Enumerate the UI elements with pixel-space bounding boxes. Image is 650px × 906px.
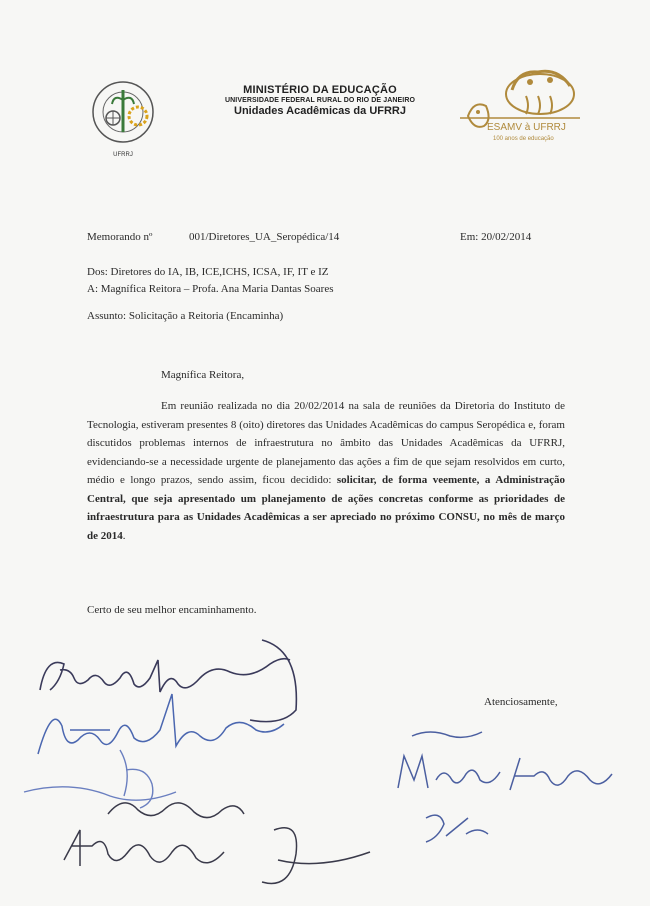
university-name: UNIVERSIDADE FEDERAL RURAL DO RIO DE JANEIRO (224, 97, 416, 104)
signature-3 (24, 750, 176, 808)
esamv-sublabel: 100 anos de educação (493, 136, 554, 142)
memo-to: A: Magnífica Reitora – Profa. Ana Maria Dantas Soares (87, 283, 334, 295)
memo-from: Dos: Diretores do IA, IB, ICE,ICHS, ICSA, IF, IT e IZ (87, 266, 329, 278)
unit-name: Unidades Acadêmicas da UFRRJ (234, 105, 406, 117)
body-decision-text: solicitar, de forma veemente, a Administração Central, que seja apresentado um planejamento de ações concretas conforme as prioridades de infraestrutura para as Unidades Acadêmicas a ser apreciado no próximo CONSU, no mês de março de 2014 (87, 474, 565, 542)
memo-date: Em: 20/02/2014 (460, 231, 532, 243)
memo-label: Memorando nº (87, 231, 153, 243)
signature-2 (38, 694, 284, 754)
ministry-title: MINISTÉRIO DA EDUCAÇÃO (243, 84, 397, 96)
esamv-logo (460, 60, 590, 160)
ufrrj-seal-logo (88, 76, 158, 166)
signature-4 (64, 803, 370, 884)
memo-subject: Assunto: Solicitação a Reitoria (Encaminha) (87, 310, 284, 322)
salutation: Magnífica Reitora, (161, 369, 245, 381)
body-paragraph (87, 397, 565, 545)
body-text-end: . (122, 529, 126, 542)
letterhead (200, 84, 440, 117)
memo-number: 001/Diretores_UA_Seropédica/14 (189, 231, 340, 243)
signature-1 (40, 640, 296, 722)
signatures-area (0, 620, 650, 906)
body-text: Em reunião realizada no dia 20/02/2014 na sala de reuniões da Diretoria do Instituto de Tecnologia, estiveram presentes 8 (oito) diretores das Unidades Acadêmicas do campus Seropédica e, foram discutidos problemas internos de infraestrutura no âmbito das Unidades Acadêmicas da UFRRJ, evidenciando-se a necessidade urgente de planejamento das ações a fim de que sejam resolvidos em curto, médio e longo prazos, sendo assim, ficou decidido: (87, 400, 565, 486)
seal-label: UFRRJ (113, 152, 133, 158)
regards-line: Atenciosamente, (484, 696, 558, 708)
closing-line: Certo de seu melhor encaminhamento. (87, 604, 257, 616)
signature-right (398, 732, 612, 842)
esamv-label: ESAMV à UFRRJ (487, 122, 566, 133)
